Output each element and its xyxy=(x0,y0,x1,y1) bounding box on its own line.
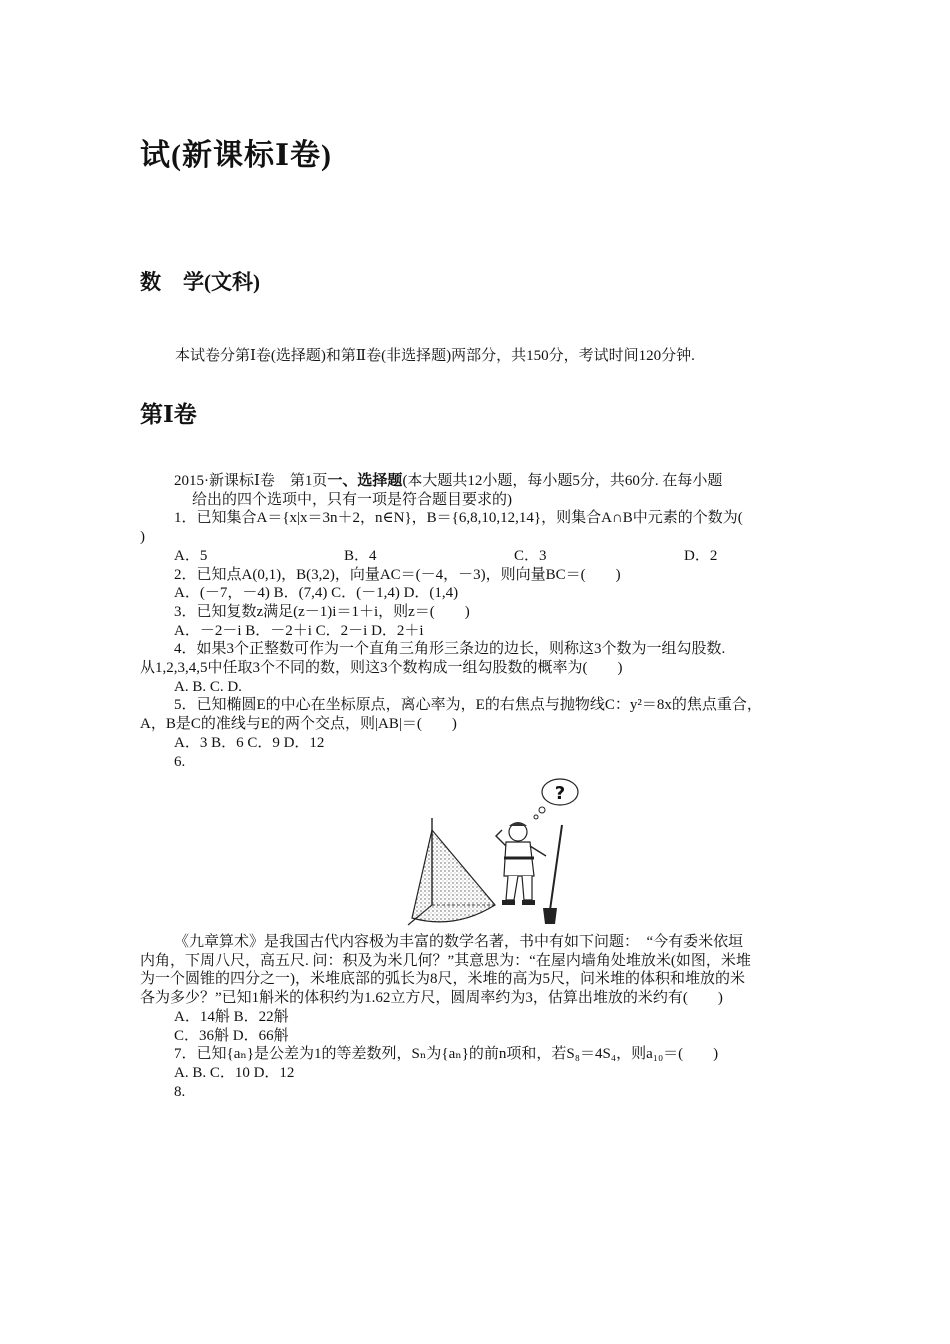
q2-options: A．(－7，－4) B．(7,4) C．(－1,4) D．(1,4) xyxy=(174,585,459,602)
q1-option-b: B．4 xyxy=(344,547,377,564)
q6-text-line-3: 为一个圆锥的四分之一)，米堆底部的弧长为8尺，米堆的高为5尺，问米堆的体积和堆放的米 xyxy=(140,971,745,988)
person-arm-right xyxy=(530,846,546,856)
person-hair xyxy=(509,822,527,826)
section-desc: (本大题共12小题，每小题5分，共60分. 在每小题 xyxy=(402,473,723,489)
q8-number: 8. xyxy=(174,1083,186,1100)
subject-rest: 学(文科) xyxy=(183,270,260,294)
section-heading: 一、选择题 xyxy=(327,473,403,489)
q5-options: A．3 B．6 C．9 D．12 xyxy=(174,734,325,751)
exam-title: 试(新课标Ⅰ卷) xyxy=(140,139,333,172)
q4-stem: 4．如果3个正整数可作为一个直角三角形三条边的边长，则称这3个数为一组勾股数. xyxy=(174,641,726,658)
q6-text xyxy=(140,933,820,952)
question-mark: ? xyxy=(554,783,566,804)
person-arm-left xyxy=(496,830,506,846)
q2-stem: 2．已知点A(0,1)，B(3,2)，向量AC＝(－4，－3)，则向量BC＝( ) xyxy=(174,566,621,583)
volume-heading: 第Ⅰ卷 xyxy=(140,402,197,427)
q3-stem: 3．已知复数z满足(z－1)i＝1＋i，则z＝( ) xyxy=(174,603,470,620)
section-header xyxy=(140,472,820,491)
q7-options: A. B. C．10 D．12 xyxy=(174,1064,295,1081)
q4-options: A. B. C. D. xyxy=(174,678,242,695)
quarter-cone xyxy=(412,830,495,922)
person-leg-right xyxy=(522,876,532,900)
person-shoe-left xyxy=(502,900,515,905)
q1-option-d: D．2 xyxy=(684,547,718,564)
section-desc-cont: 给出的四个选项中，只有一项是符合题目要求的) xyxy=(192,491,512,508)
rice-pile-figure xyxy=(400,770,580,930)
q1-option-c: C．3 xyxy=(514,547,547,564)
shovel-handle xyxy=(550,825,562,910)
shovel-blade xyxy=(543,908,557,924)
bubble-dot-2 xyxy=(534,815,538,819)
questions-part-1 xyxy=(140,472,820,771)
subject-heading xyxy=(140,266,260,296)
questions-part-2 xyxy=(140,933,820,1101)
q7-stem: 7．已知{aₙ}是公差为1的等差数列，Sₙ为{aₙ}的前n项和，若S₈＝4S₄，则a₁₀＝( ) xyxy=(174,1046,719,1063)
q3-options: A．－2－i B．－2＋i C．2－i D．2＋i xyxy=(174,622,424,639)
section-source: 2015·新课标Ⅰ卷 第1页 xyxy=(174,473,328,489)
person-shoe-right xyxy=(522,900,535,905)
q6-text-line-4: 各为多少？”已知1斛米的体积约为1.62立方尺，圆周率约为3，估算出堆放的米约有( ) xyxy=(140,990,723,1007)
q6-text-line-1: 《九章算术》是我国古代内容极为丰富的数学名著，书中有如下问题： “今有委米依垣 xyxy=(174,934,744,950)
q5-stem: 5．已知椭圆E的中心在坐标原点，离心率为，E的右焦点与抛物线C：y²＝8x的焦点重合， xyxy=(174,697,762,714)
subject-char: 数 xyxy=(140,270,161,294)
q1-option-a: A．5 xyxy=(174,547,208,564)
q6-options-1: A．14斛 B．22斛 xyxy=(174,1008,289,1025)
q1-stem-cont: ) xyxy=(140,529,145,546)
q6-options-2: C．36斛 D．66斛 xyxy=(174,1027,289,1044)
q4-stem-cont: 从1,2,3,4,5中任取3个不同的数，则这3个数构成一组勾股数的概率为( ) xyxy=(140,660,623,677)
q6-number: 6. xyxy=(174,753,186,770)
q1-options xyxy=(140,547,820,566)
q1-stem: 1．已知集合A＝{x|x＝3n＋2，n∈N}，B＝{6,8,10,12,14}，则集合A∩B中元素的个数为( xyxy=(174,510,743,527)
bubble-dot-1 xyxy=(539,807,545,813)
q5-stem-cont: A，B是C的准线与E的两个交点，则|AB|＝( ) xyxy=(140,716,457,733)
q6-text-line-2: 内角，下周八尺，高五尺. 问：积及为米几何？”其意思为：“在屋内墙角处堆放米(如图，米堆 xyxy=(140,952,751,969)
exam-instructions: 本试卷分第Ⅰ卷(选择题)和第Ⅱ卷(非选择题)两部分，共150分，考试时间120分钟. xyxy=(175,348,695,364)
person-leg-left xyxy=(506,876,518,900)
